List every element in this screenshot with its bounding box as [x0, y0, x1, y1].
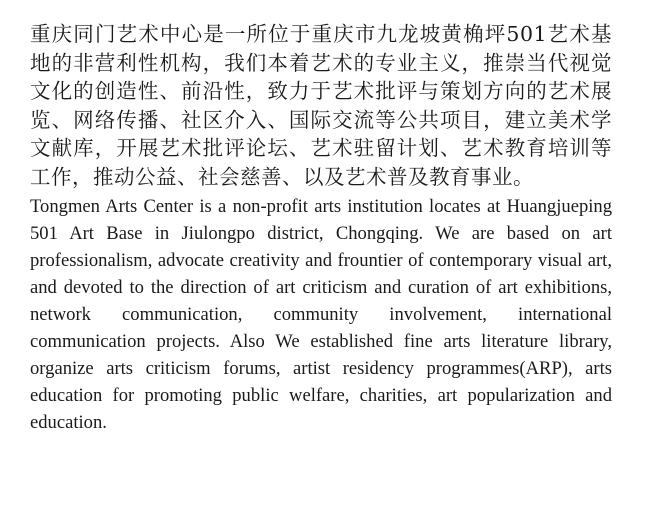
english-paragraph: Tongmen Arts Center is a non-profit arts institution locates at Huangjueping 501 Art Base in Jiulongpo district, Chongqing. We are based on art professionalism, advocate creativity and frountier of contemporary visual art, and devoted to the direction of art criticism and curation of art exhibitions, network communication, community involvement, international communication projects. Also We established fine arts literature library, organize arts criticism forums, artist residency programmes(ARP), arts education for promoting public welfare, charities, art popularization and education. [30, 195, 612, 433]
chinese-paragraph: 重庆同门艺术中心是一所位于重庆市九龙坡黄桷坪501艺术基地的非营利性机构，我们本着艺术的专业主义，推崇当代视觉文化的创造性、前沿性，致力于艺术批评与策划方向的艺术展览、网络传播、社区介入、国际交流等公共项目，建立美术学文献库，开展艺术批评论坛、艺术驻留计划、艺术教育培训等工作，推动公益、社会慈善、以及艺术普及教育事业。 [30, 22, 612, 189]
document-body [30, 20, 612, 436]
